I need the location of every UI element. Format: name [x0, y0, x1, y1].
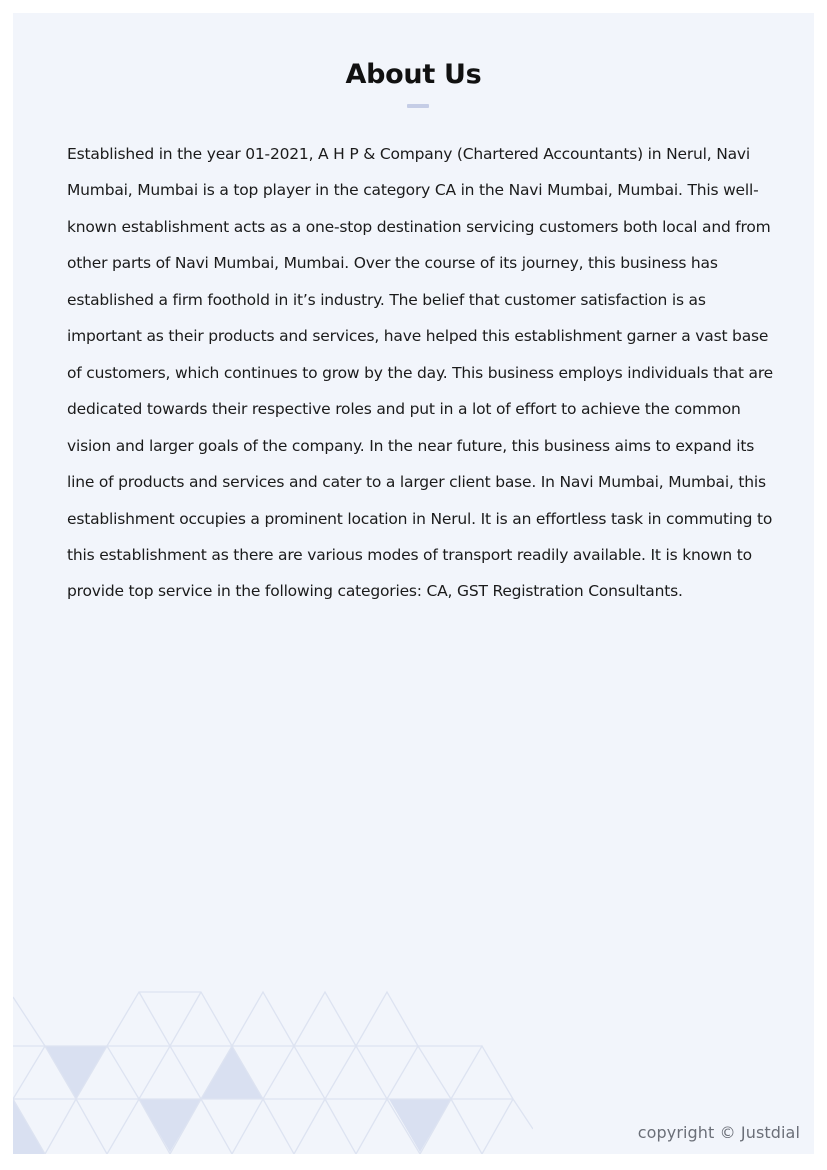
copyright-footer: copyright © Justdial: [637, 1123, 800, 1142]
title-underline-divider: [407, 104, 429, 108]
triangle-pattern-decoration: [13, 989, 533, 1154]
page-title: About Us: [345, 59, 482, 90]
pattern-filled-triangle: [201, 1046, 263, 1099]
pattern-filled-triangle: [139, 1099, 201, 1152]
pattern-filled-triangle: [389, 1099, 451, 1152]
document-page: [13, 13, 814, 1154]
pattern-filled-triangle: [45, 1046, 107, 1099]
about-paragraph: Established in the year 01-2021, A H P & Company (Chartered Accountants) in Nerul, Navi Mumbai, Mumbai is a top player in the category CA in the Navi Mumbai, Mumbai. This well-known establishment acts as a one-stop destination servicing customers both local and from other parts of Navi Mumbai, Mumbai. Over the course of its journey, this business has established a firm foothold in it’s industry. The belief that customer satisfaction is as important as their products and services, have helped this establishment garner a vast base of customers, which continues to grow by the day. This business employs individuals that are dedicated towards their respective roles and put in a lot of effort to achieve the common vision and larger goals of the company. In the near future, this business aims to expand its line of products and services and cater to a larger client base. In Navi Mumbai, Mumbai, this establishment occupies a prominent location in Nerul. It is an effortless task in commuting to this establishment as there are various modes of transport readily available. It is known to provide top service in the following categories: CA, GST Registration Consultants.: [67, 145, 773, 601]
